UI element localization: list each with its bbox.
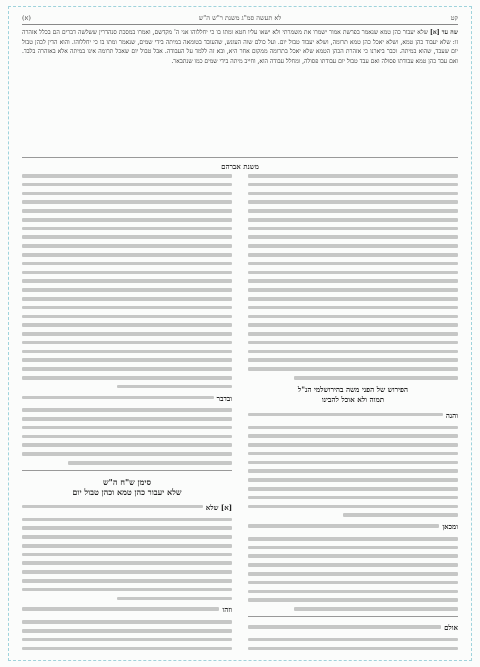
paragraph [22, 394, 232, 405]
commentary-heading-1-line1: הפירוש של הפני משה בהירושלמי הנ"ל [297, 384, 409, 394]
paragraph-lead: והנה [445, 410, 458, 420]
running-head-right: קט [450, 14, 458, 22]
commentary-column-right [248, 174, 458, 652]
main-text-block [22, 28, 458, 154]
paragraph-lead: ומכאן [442, 522, 458, 532]
main-text-lead: שה עד [א] [430, 29, 458, 36]
paragraph [248, 411, 458, 422]
commentary-heading-1 [248, 385, 458, 405]
paragraph [22, 503, 232, 514]
paragraph-lead: ובדבר [216, 393, 232, 403]
paragraph-lead: [א] שלא [205, 502, 232, 512]
section-heading [22, 477, 232, 497]
paragraph-lead: וזהו [222, 605, 232, 615]
commentary-heading-1-line2: תמוה ולא אוכל להבינו [321, 394, 385, 404]
running-head-left: (א) [22, 14, 31, 22]
paragraph [22, 605, 232, 616]
section-divider [22, 157, 458, 158]
section-heading-title: שלא יעבור כהן טמא וכהן טבול יום [72, 486, 182, 497]
paragraph-lead: אולם [444, 622, 458, 632]
section-heading-number: סימן ש"ח ה"ש [103, 476, 151, 487]
running-head-title: לא תעשה סמ"ג משנת ר"ש ה"ש [198, 14, 282, 22]
paragraph [248, 522, 458, 533]
main-text-body: שלא יעבור כהן טמא שנאמר בפרשת אמור ישמרו את משמרתי ולא ישאו עליו חטא ומתו בו כי יחללוהו אני ה' מקדשם, ואמרו במסכת סנהדרין ששלשה דברים הם בכלל אזהרה זו: שלא יעבוד כהן טמא, ושלא יאכל כהן טמא תרומה, ושלא יעבוד טבול יום. ועל כולם שוה העונש, שהעובד בטומאה במיתה בידי שמים, שנאמר ומתו בו כי יחללוהו. והוא הדין לכהן טבול יום שעבד, שהוא במיתה. וכבר ביארנו כי אזהרת הכהן הטמא שלא יאכל בתרומה ממקום אחר היא, ובא זה ללמד על העבודה. אבל טבול יום שאכל תרומה אינו במיתה אלא באזהרה בלבד. ואם עבד כהן טמא עבודתו פסולה ואם עבד טבול יום עבודתו פסולה, ומחלל עבודה הוא, וחייב מיתה בידי שמים כמו שנתבאר. [22, 29, 458, 65]
running-head [22, 12, 458, 25]
commentary-column-left [22, 174, 232, 652]
document-page [22, 12, 458, 654]
section-title: משנת אברהם [221, 162, 259, 171]
paragraph [248, 623, 458, 634]
